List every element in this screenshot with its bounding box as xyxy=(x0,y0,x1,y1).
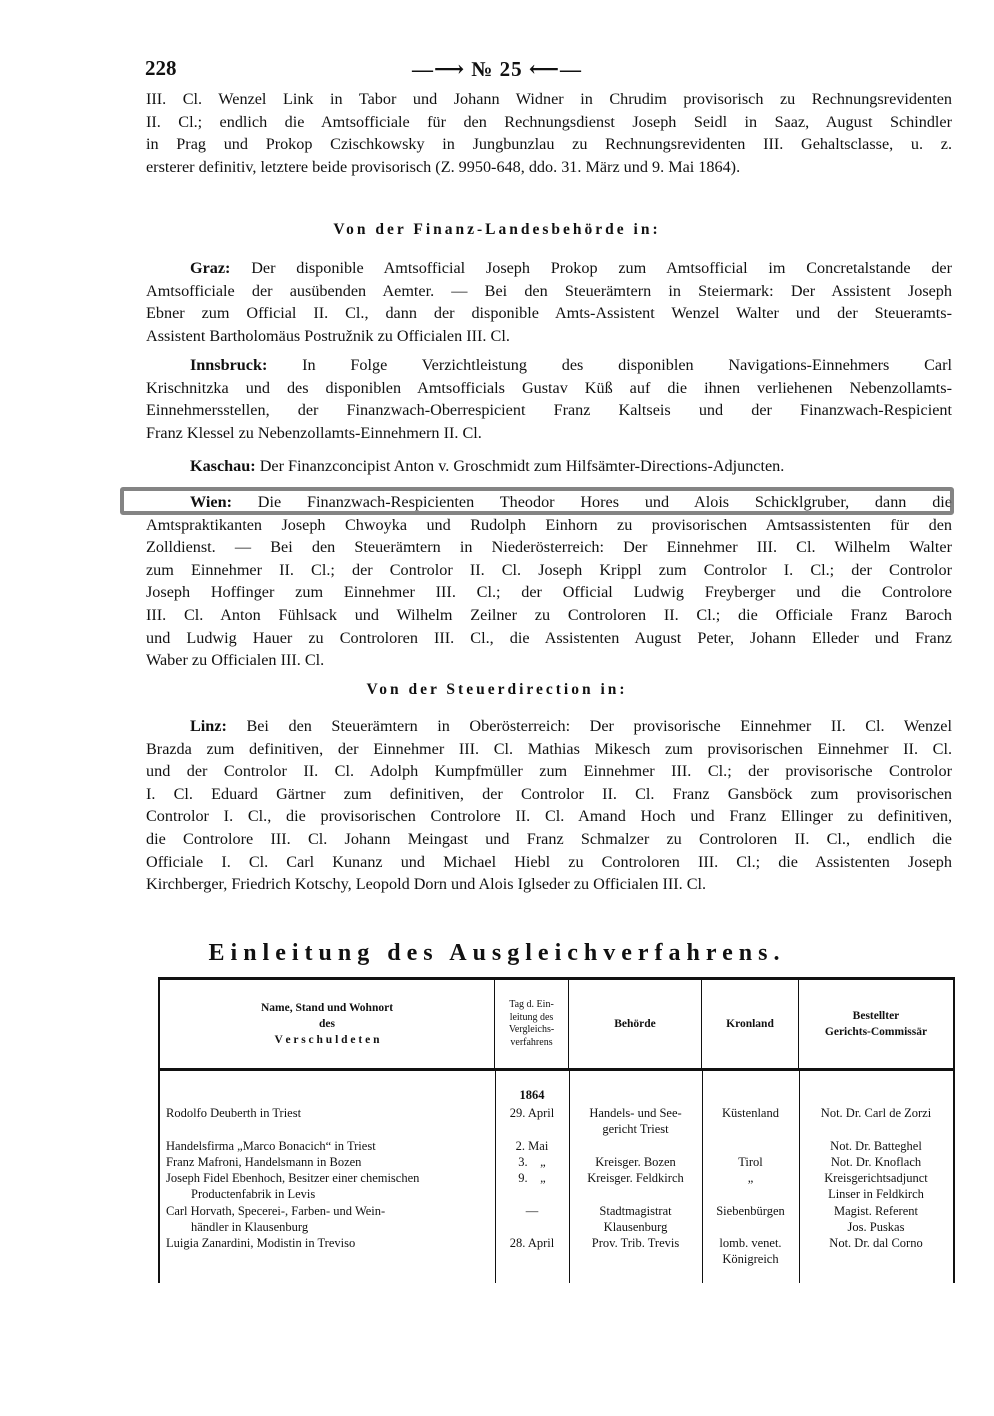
table-cell: Joseph Fidel Ebenhoch, Besitzer einer chemischen xyxy=(166,1171,420,1185)
table-cell: Prov. Trib. Trevis xyxy=(591,1236,680,1250)
line-text: die Controlore III. Cl. Johann Meingast und Franz Schmalzer zu Controloren II. Cl., endlich die xyxy=(146,829,952,848)
line-text: Kirchberger, Friedrich Kotschy, Leopold Dorn und Alois Iglseder zu Officialen III. Cl. xyxy=(146,875,707,894)
text-line xyxy=(146,399,952,422)
text-line xyxy=(146,760,952,783)
text-line xyxy=(146,111,952,134)
line-text: Der disponible Amtsofficial Joseph Prokop zum Amtsofficial im Concretalstande der xyxy=(230,259,952,277)
table-cell: Magist. Referent xyxy=(833,1204,918,1218)
line-text: II. Cl.; endlich die Amtsofficiale für den Rechnungsdienst Joseph Seidl in Saaz, August Schindler xyxy=(146,112,952,131)
table-title: Einleitung des Ausgleichverfahrens. xyxy=(208,940,786,966)
table-cell: Kreisgerichtsadjunct xyxy=(824,1171,928,1185)
table-cell: Jos. Puskas xyxy=(847,1220,905,1234)
table-cell: Königreich xyxy=(722,1252,779,1266)
line-text: III. Cl. Wenzel Link in Tabor und Johann Widner in Chrudim provisorisch zu Rechnungsrevidenten xyxy=(146,90,952,108)
table-cell: Carl Horvath, Specerei-, Farben- und Wein- xyxy=(166,1204,386,1218)
table-cell: Luigia Zanardini, Modistin in Treviso xyxy=(166,1236,356,1250)
paragraph-kaschau xyxy=(146,455,952,478)
table-cell: Handelsfirma „Marco Bonacich“ in Triest xyxy=(166,1139,376,1153)
line-text: Assistent Bartholomäus Postružnik zu Officialen III. Cl. xyxy=(146,326,510,345)
table-cell: Linser in Feldkirch xyxy=(828,1187,924,1201)
table-cell: Productenfabrik in Levis xyxy=(166,1187,316,1201)
text-line xyxy=(146,156,952,179)
line-text: Waber zu Officialen III. Cl. xyxy=(146,651,325,670)
header-rule xyxy=(160,1068,953,1071)
table-cell: Not. Dr. dal Corno xyxy=(829,1236,923,1250)
text-line xyxy=(146,257,952,280)
text-line xyxy=(146,851,952,874)
text-line xyxy=(146,514,952,537)
section-heading-steuer: Von der Steuerdirection in: xyxy=(366,681,628,698)
text-line xyxy=(146,738,952,761)
line-text: Amtspraktikanten Joseph Chwoyka und Rudolph Einhorn zu provisorischen Amtsassistenten für den xyxy=(146,515,952,534)
table-cell: Not. Dr. Knoflach xyxy=(830,1155,922,1169)
section-heading-finanz: Von der Finanz-Landesbehörde in: xyxy=(333,221,661,238)
table-cell: 2. Mai xyxy=(515,1139,549,1153)
line-text: Einnehmersstellen, der Finanzwach-Oberrespicient Franz Kaltseis und der Finanzwach-Respicient xyxy=(146,401,952,420)
line-text: in Prag und Prokop Czischkowsky in Jungbunzlau zu Rechnungsrevidenten III. Gehaltsclasse, u. z. xyxy=(146,135,952,154)
line-text: Bei den Steuerämtern in Oberösterreich: Der provisorische Einnehmer II. Cl. Wenzel xyxy=(226,717,952,735)
table-cell: Not. Dr. Carl de Zorzi xyxy=(820,1106,932,1120)
line-text: und Ludwig Hauer zu Controloren III. Cl., die Assistenten August Peter, Johann Elleder und Franz xyxy=(146,628,952,647)
table-cell: Not. Dr. Batteghel xyxy=(830,1139,922,1153)
highlight-box xyxy=(120,487,954,515)
table-cell: händler in Klausenburg xyxy=(166,1220,309,1234)
table-cell: Küstenland xyxy=(722,1106,779,1120)
proceedings-table xyxy=(158,977,955,1283)
table-cell: 9. „ xyxy=(518,1171,546,1185)
text-line xyxy=(146,604,952,627)
text-line xyxy=(146,536,952,559)
line-text: Officiale I. Cl. Carl Kunanz und Michael Hiebl zu Controloren III. Cl.; die Assistenten Joseph xyxy=(146,852,952,871)
table-cell: gericht Triest xyxy=(602,1122,669,1136)
table-cell: Tirol xyxy=(738,1155,763,1169)
table-cell: Kreisger. Feldkirch xyxy=(587,1171,684,1185)
text-line xyxy=(146,377,952,400)
table-cell: 28. April xyxy=(509,1236,555,1250)
table-cell: Stadtmagistrat xyxy=(599,1204,672,1218)
table-cell: 1864 xyxy=(519,1088,545,1102)
line-text: ersterer definitiv, letztere beide provisorisch (Z. 9950-648, ddo. 31. März und 9. Mai 1864). xyxy=(146,157,741,176)
column-header: Behörde xyxy=(569,980,702,1068)
text-line xyxy=(146,649,952,672)
column-header: Name, Stand und Wohnort des V e r s c h u l d e t e n xyxy=(160,980,495,1068)
line-text: In Folge Verzichtleistung des disponiblen Navigations-Einnehmers Carl xyxy=(267,356,952,374)
paragraph-graz xyxy=(146,257,952,347)
paragraph-lead: Linz: xyxy=(190,717,227,735)
table-cell: lomb. venet. xyxy=(719,1236,782,1250)
table-cell: Franz Mafroni, Handelsmann in Bozen xyxy=(166,1155,362,1169)
page-number: 228 xyxy=(145,56,177,80)
line-text: III. Cl. Anton Fühlsack und Wilhelm Zeilner zu Controloren II. Cl.; die Officiale Franz Baroch xyxy=(146,605,952,624)
running-head: —⟶ № 25 ⟵— xyxy=(411,57,583,81)
line-text: und der Controlor II. Cl. Adolph Kumpfmüller zum Einnehmer III. Cl.; der provisorische Controlor xyxy=(146,762,952,781)
text-line xyxy=(146,783,952,806)
paragraph-lead: Kaschau: xyxy=(190,457,256,475)
paragraph-lead: Innsbruck: xyxy=(190,356,268,374)
line-text: Amtsofficiale der ausübenden Aemter. — Bei den Steuerämtern in Steiermark: Der Assistent Joseph xyxy=(146,281,952,300)
column-header: Tag d. Ein- leitung des Vergleichs- verfahrens xyxy=(495,980,569,1068)
table-cell: Klausenburg xyxy=(603,1220,668,1234)
text-line xyxy=(146,805,952,828)
table-cell: 3. „ xyxy=(518,1155,546,1169)
text-line xyxy=(146,559,952,582)
table-cell: Rodolfo Deuberth in Triest xyxy=(166,1106,302,1120)
line-text: I. Cl. Eduard Gärtner zum definitiven, der Controlor II. Cl. Franz Gansböck zum provisorischen xyxy=(146,784,952,803)
text-line xyxy=(146,88,952,111)
text-line xyxy=(146,873,952,896)
text-line xyxy=(146,715,952,738)
paragraph-wien xyxy=(146,491,952,672)
table-cell: — xyxy=(525,1204,539,1218)
table-cell: Siebenbürgen xyxy=(716,1204,785,1218)
text-line xyxy=(146,325,952,348)
text-line xyxy=(146,627,952,650)
table-cell: Handels- und See- xyxy=(589,1106,682,1120)
table-cell: Kreisger. Bozen xyxy=(595,1155,676,1169)
text-line xyxy=(146,133,952,156)
table-cell: 29. April xyxy=(509,1106,555,1120)
text-line xyxy=(146,280,952,303)
line-text: Franz Klessel zu Nebenzollamts-Einnehmern II. Cl. xyxy=(146,423,482,442)
table-cell: „ xyxy=(747,1171,754,1185)
paragraph-innsbruck xyxy=(146,354,952,444)
line-text: Die Finanzwach-Respicienten Theodor Hores und Alois Schicklgruber, dann die xyxy=(231,493,952,511)
line-text: Krischnitzka und des disponiblen Amtsofficials Gustav Küß auf die ihnen verliehenen Nebenzollamts- xyxy=(146,378,952,397)
text-line xyxy=(146,828,952,851)
column-header: Kronland xyxy=(702,980,799,1068)
paragraph-lead: Graz: xyxy=(190,259,231,277)
text-line xyxy=(146,302,952,325)
line-text: Brazda zum definitiven, der Einnehmer III. Cl. Mathias Mikesch zum provisorischen Einnehmer II. Cl. xyxy=(146,739,952,758)
paragraph-lead: Wien: xyxy=(190,493,232,511)
text-line xyxy=(146,422,952,445)
line-text: zum Einnehmer II. Cl.; der Controlor II. Cl. Joseph Krippl zum Controlor I. Cl.; der Controlor xyxy=(146,560,952,579)
text-line xyxy=(146,581,952,604)
line-text: Joseph Hoffinger zum Einnehmer III. Cl.; der Official Ludwig Freyberger und die Controlore xyxy=(146,583,952,602)
line-text: Zolldienst. — Bei den Steuerämtern in Niederösterreich: Der Einnehmer III. Cl. Wilhelm Walter xyxy=(146,538,952,557)
column-header: Bestellter Gerichts-Commissär xyxy=(824,1010,928,1038)
text-line xyxy=(146,455,952,478)
line-text: Controlor I. Cl., die provisorischen Controlore II. Cl. Amand Hoch und Franz Ellinger zu definitiven, xyxy=(146,807,952,826)
paragraph-linz xyxy=(146,715,952,896)
line-text: Der Finanzconcipist Anton v. Groschmidt zum Hilfsämter-Directions-Adjuncten. xyxy=(255,457,785,475)
paragraph-intro xyxy=(146,88,952,178)
text-line xyxy=(146,354,952,377)
line-text: Ebner zum Official II. Cl., dann der disponible Amts-Assistent Wenzel Walter und der Steueramts- xyxy=(146,304,952,323)
